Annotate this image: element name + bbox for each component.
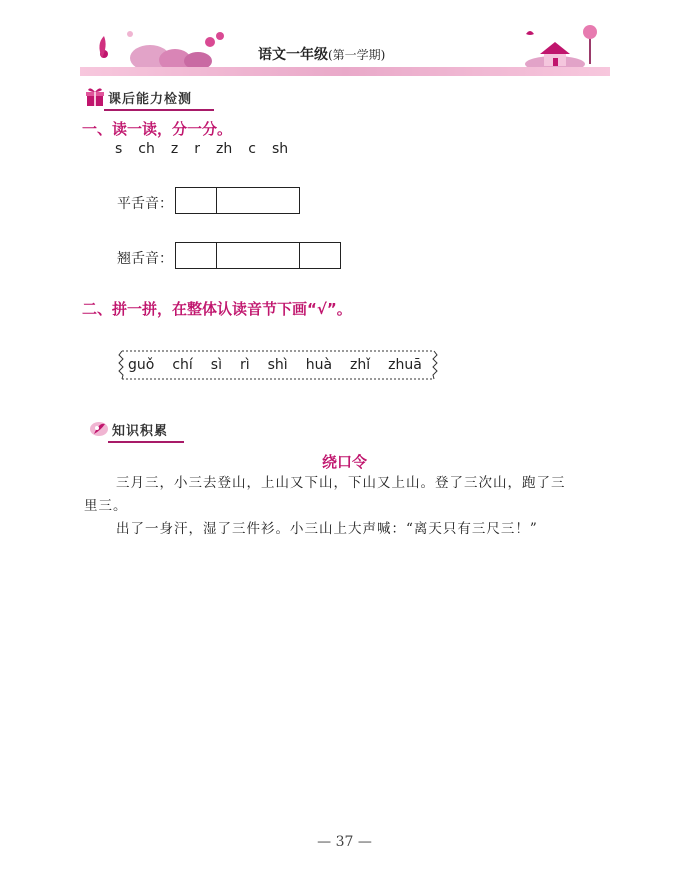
page-number: — 37 — — [317, 834, 372, 850]
section-underline — [108, 441, 184, 443]
syllable-item[interactable]: zhǐ — [350, 357, 371, 373]
syllable-item[interactable]: sì — [210, 357, 222, 373]
initial-item: sh — [271, 141, 289, 157]
poem-paragraph-1 — [88, 472, 618, 495]
syllable-list — [128, 357, 422, 373]
page-header-banner — [80, 14, 610, 76]
syllable-item[interactable]: chí — [172, 357, 193, 373]
gift-box-icon — [84, 86, 106, 108]
poem-line: 出了一身汗，湿了三件衫。小三山上大声喊：“离天只有三尺三！” — [116, 521, 538, 537]
section-header-practice — [84, 86, 192, 108]
retroflex-answer-boxes — [175, 242, 341, 269]
initial-item: s — [115, 141, 123, 157]
initial-item: zh — [216, 141, 233, 157]
answer-box[interactable] — [300, 243, 340, 268]
poem-line: 里三。 — [84, 498, 128, 514]
section-label: 课后能力检测 — [108, 91, 193, 107]
syllable-item[interactable]: guǒ — [128, 357, 155, 373]
initial-item: ch — [138, 141, 155, 157]
poem-paragraph-2 — [88, 518, 618, 541]
syllable-item[interactable]: rì — [239, 357, 250, 373]
section-underline — [104, 109, 214, 111]
poem-line: 三月三，小三去登山，上山又下山，下山又上山。登了三次山，跑了三 — [116, 475, 566, 491]
syllable-item[interactable]: shì — [267, 357, 288, 373]
question-1-title: 一、读一读，分一分。 — [82, 120, 233, 138]
retroflex-label: 翘舌音： — [117, 251, 173, 267]
poem-paragraph-1-cont — [84, 495, 614, 518]
initial-item: r — [194, 141, 200, 157]
section-label: 知识积累 — [112, 423, 169, 439]
answer-box[interactable] — [217, 188, 299, 213]
answer-box[interactable] — [217, 243, 300, 268]
initial-item: z — [170, 141, 179, 157]
flat-tongue-answer-boxes — [175, 187, 300, 214]
tongue-twister-title: 绕口令 — [321, 453, 367, 471]
flat-tongue-label: 平舌音： — [117, 196, 173, 212]
leaf-icon — [88, 418, 110, 440]
initial-item: c — [248, 141, 256, 157]
syllable-item[interactable]: huà — [305, 357, 333, 373]
banner-strip — [80, 67, 610, 76]
answer-box[interactable] — [176, 243, 217, 268]
initials-row — [115, 141, 288, 157]
answer-box[interactable] — [176, 188, 217, 213]
book-title: 语文一年级(第一学期) — [258, 47, 386, 63]
syllable-box — [118, 348, 438, 382]
question-2-title: 二、拼一拼，在整体认读音节下画“√”。 — [82, 300, 352, 318]
syllable-item[interactable]: zhuā — [388, 357, 422, 373]
section-header-knowledge — [88, 418, 168, 440]
